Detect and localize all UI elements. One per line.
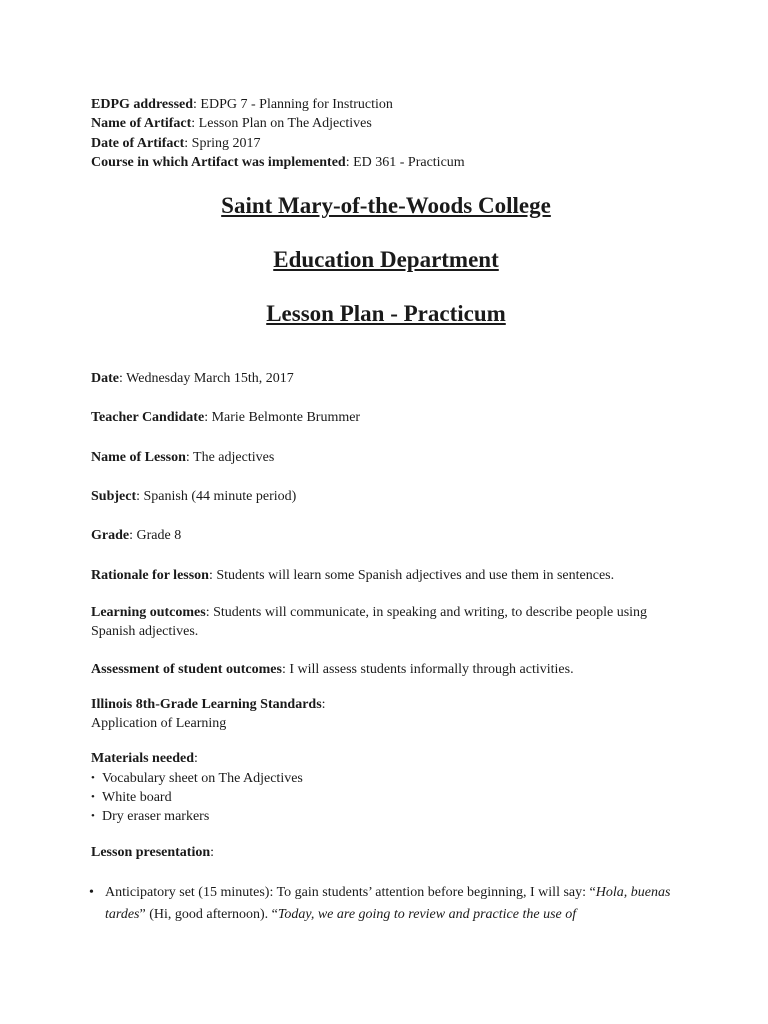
field-date-label: Date [91,371,119,387]
field-subject-value: : Spanish (44 minute period) [136,489,297,505]
meta-artifact-name-value: : Lesson Plan on The Adjectives [191,116,372,132]
materials-item-text: Dry eraser markers [102,809,210,825]
field-teacher [91,408,691,427]
field-grade [91,526,691,545]
lesson-fields [91,369,691,926]
plan-title: Lesson Plan - Practicum [266,301,506,327]
department-title: Education Department [273,247,499,273]
list-item [91,788,691,807]
list-item [91,807,691,826]
field-rationale [91,566,691,585]
meta-course-value: : ED 361 - Practicum [345,154,465,170]
field-assessment-label: Assessment of student outcomes [91,661,282,677]
presentation-italic-2: Today, we are going to review and practice the use of [277,906,577,922]
field-lesson-name-value: : The adjectives [185,449,275,465]
field-rationale-value: : Students will learn some Spanish adjectives and use them in sentences. [208,567,615,583]
field-standards-label: Illinois 8th-Grade Learning Standards [91,696,322,712]
document-page [91,95,691,926]
field-presentation [91,843,691,926]
artifact-meta [91,95,691,172]
materials-item-text: White board [102,790,172,806]
materials-item-text: Vocabulary sheet on The Adjectives [102,770,303,786]
field-standards [91,695,691,734]
field-grade-value: : Grade 8 [129,528,182,544]
college-title: Saint Mary-of-the-Woods College [221,193,551,219]
field-teacher-value: : Marie Belmonte Brummer [204,410,361,426]
field-subject [91,487,691,506]
field-date [91,369,691,388]
presentation-item [91,882,677,926]
meta-edpg-value: : EDPG 7 - Planning for Instruction [193,97,393,112]
field-outcomes [91,603,691,642]
meta-edpg [91,95,691,114]
field-presentation-colon: : [210,844,215,860]
presentation-text-1: Anticipatory set (15 minutes): To gain students’ attention before beginning, I will say: “ [105,884,596,900]
meta-course-label: Course in which Artifact was implemented [91,154,346,170]
meta-artifact-date-value: : Spring 2017 [184,135,261,151]
field-materials-label: Materials needed [91,751,195,767]
field-materials-heading [91,749,691,768]
field-outcomes-label: Learning outcomes [91,604,206,620]
field-presentation-heading [91,843,691,862]
meta-artifact-name [91,114,691,133]
field-standards-value: Application of Learning [91,716,227,732]
meta-edpg-label: EDPG addressed [91,97,194,112]
bullet-icon: • [91,791,95,804]
bullet-icon: • [91,771,95,784]
field-subject-label: Subject [91,489,137,505]
field-standards-heading [91,695,691,714]
field-materials [91,749,691,826]
field-date-value: : Wednesday March 15th, 2017 [119,371,294,387]
meta-course [91,153,691,172]
field-assessment-value: : I will assess students informally through activities. [281,661,574,677]
bullet-icon: • [89,884,94,900]
bullet-icon: • [91,810,95,823]
materials-list [91,769,691,827]
field-rationale-label: Rationale for lesson [91,567,209,583]
meta-artifact-date [91,134,691,153]
field-standards-colon: : [321,696,326,712]
presentation-italic-1: Hola, buenas tardes [105,884,671,922]
field-lesson-name [91,448,691,467]
field-grade-label: Grade [91,528,130,544]
list-item [91,769,691,788]
presentation-text-2: ” (Hi, good afternoon). “ [139,906,278,922]
meta-artifact-name-label: Name of Artifact [91,116,192,132]
field-materials-colon: : [194,751,198,767]
field-teacher-label: Teacher Candidate [91,410,205,426]
meta-artifact-date-label: Date of Artifact [91,135,185,151]
field-presentation-label: Lesson presentation [91,844,211,860]
field-lesson-name-label: Name of Lesson [91,449,186,465]
field-outcomes-value: : Students will communicate, in speaking and writing, to describe people using Spanish adjectives. [91,604,648,640]
field-assessment [91,660,691,679]
title-block [91,192,691,327]
